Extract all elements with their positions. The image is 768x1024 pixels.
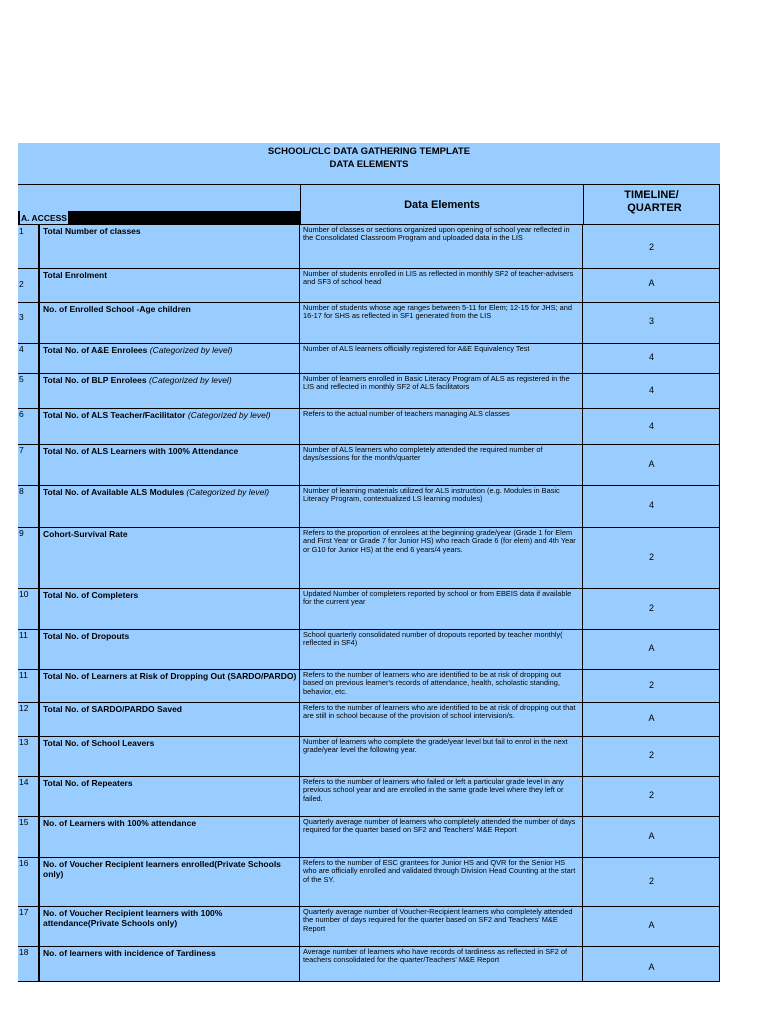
- row-timeline-cell: [584, 858, 720, 906]
- row-number: 4: [18, 344, 40, 373]
- row-timeline-cell: [584, 225, 720, 268]
- row-data-element: [42, 670, 300, 702]
- row-timeline-cell: [584, 344, 720, 373]
- row-number: 8: [18, 486, 40, 527]
- row-timeline: 2: [648, 876, 654, 886]
- row-data-element: [42, 777, 300, 816]
- row-timeline-cell: [584, 817, 720, 857]
- row-data-element: [42, 630, 300, 669]
- data-element-name: Total No. of Completers: [43, 590, 139, 600]
- row-timeline-cell: [584, 907, 720, 946]
- row-description: Number of students enrolled in LIS as reflected in monthly SF2 of teacher-advisers and SF3 of school head: [301, 269, 583, 302]
- row-description: Quarterly average number of learners who completely attended the number of days required for the quarter based on SF2 and Teachers' M&E Report: [301, 817, 583, 857]
- row-data-element: [42, 947, 300, 981]
- row-timeline-cell: [584, 630, 720, 669]
- row-description: Quarterly average number of Voucher-Recipient learners who completely attended the number of days required for the quarter based on SF2 and Teachers' M&E Report: [301, 907, 583, 946]
- row-data-element: [42, 858, 300, 906]
- table-row: [18, 630, 720, 670]
- row-data-element: [42, 269, 300, 302]
- row-timeline: A: [648, 831, 655, 841]
- table-body: [18, 225, 720, 982]
- row-timeline-cell: [584, 947, 720, 981]
- data-element-name: Total No. of ALS Learners with 100% Attendance: [43, 446, 239, 456]
- row-data-element: [42, 817, 300, 857]
- row-timeline-cell: [584, 486, 720, 527]
- row-data-element: [42, 374, 300, 408]
- row-description: School quarterly consolidated number of dropouts reported by teacher monthly( reflected in SF4): [301, 630, 583, 669]
- data-element-name: Total No. of Repeaters: [43, 778, 133, 788]
- row-timeline-cell: [584, 670, 720, 702]
- row-number: 5: [18, 374, 40, 408]
- data-element-name: Total Number of classes: [43, 226, 141, 236]
- row-timeline: 2: [648, 552, 654, 562]
- row-number: 6: [18, 409, 40, 444]
- header-left-cell: [18, 185, 301, 224]
- row-number: 12: [18, 703, 40, 736]
- row-data-element: [42, 486, 300, 527]
- header-row: [18, 184, 720, 225]
- row-timeline-cell: [584, 737, 720, 776]
- row-data-element: [42, 703, 300, 736]
- row-number: 14: [18, 777, 40, 816]
- row-data-element: [42, 589, 300, 629]
- data-element-name: Total No. of ALS Teacher/Facilitator: [43, 410, 186, 420]
- row-timeline: A: [648, 459, 655, 469]
- table-row: [18, 947, 720, 982]
- row-description: Refers to the actual number of teachers managing ALS classes: [301, 409, 583, 444]
- row-number: 15: [18, 817, 40, 857]
- table-row: [18, 817, 720, 858]
- row-number: 13: [18, 737, 40, 776]
- row-data-element: [42, 303, 300, 343]
- header-timeline-line2: QUARTER: [627, 202, 682, 214]
- table-row: [18, 737, 720, 777]
- table-row: [18, 858, 720, 907]
- table-row: [18, 303, 720, 344]
- data-gathering-sheet: [18, 143, 720, 982]
- row-data-element: [42, 528, 300, 588]
- data-element-name: No. of learners with incidence of Tardiness: [43, 948, 216, 958]
- data-element-name: Total No. of BLP Enrolees: [43, 375, 147, 385]
- data-element-name: Total Enrolment: [43, 270, 108, 280]
- table-row: [18, 528, 720, 589]
- row-timeline-cell: [584, 589, 720, 629]
- data-element-qualifier: (Categorized by level): [148, 375, 232, 385]
- row-description: Number of learning materials utilized for ALS instruction (e.g. Modules in Basic Literacy Program, contextualized LS learning modules): [301, 486, 583, 527]
- row-timeline: 2: [648, 242, 654, 252]
- data-element-name: Total No. of A&E Enrolees: [43, 345, 148, 355]
- row-timeline: A: [648, 920, 655, 930]
- table-row: [18, 486, 720, 528]
- row-timeline: 2: [648, 603, 654, 613]
- section-label: A. ACCESS: [21, 213, 67, 223]
- row-description: Number of students whose age ranges between 5-11 for Elem; 12-15 for JHS; and 16-17 for SHS as reflected in SF1 generated from the LIS: [301, 303, 583, 343]
- row-number: 18: [18, 947, 40, 981]
- header-timeline: [584, 185, 720, 224]
- row-timeline: 2: [648, 790, 654, 800]
- row-data-element: [42, 225, 300, 268]
- row-number: 10: [18, 589, 40, 629]
- row-data-element: [42, 409, 300, 444]
- row-timeline: A: [648, 643, 655, 653]
- data-element-name: Total No. of Dropouts: [43, 631, 130, 641]
- row-number: 7: [18, 445, 40, 485]
- row-timeline-cell: [584, 409, 720, 444]
- row-data-element: [42, 907, 300, 946]
- row-data-element: [42, 737, 300, 776]
- row-timeline-cell: [584, 269, 720, 302]
- data-element-name: Total No. of Learners at Risk of Dropping Out (SARDO/PARDO): [43, 671, 297, 681]
- row-timeline: 4: [648, 500, 654, 510]
- row-data-element: [42, 445, 300, 485]
- data-element-name: Cohort-Survival Rate: [43, 529, 128, 539]
- row-timeline: 2: [648, 750, 654, 760]
- table-row: [18, 670, 720, 703]
- row-timeline-cell: [584, 445, 720, 485]
- table-row: [18, 445, 720, 486]
- table-row: [18, 269, 720, 303]
- row-timeline-cell: [584, 528, 720, 588]
- row-timeline-cell: [584, 374, 720, 408]
- row-data-element: [42, 344, 300, 373]
- data-element-name: Total No. of Available ALS Modules: [43, 487, 185, 497]
- data-element-name: Total No. of SARDO/PARDO Saved: [43, 704, 183, 714]
- row-timeline: 2: [648, 680, 654, 690]
- data-element-qualifier: (Categorized by level): [187, 410, 271, 420]
- row-number: 1: [18, 225, 40, 268]
- row-description: Number of learners enrolled in Basic Literacy Program of ALS as registered in the LIS and reflected in monthly SF2 of ALS facilitators: [301, 374, 583, 408]
- row-timeline: 4: [648, 421, 654, 431]
- row-timeline: A: [648, 278, 655, 288]
- row-description: Number of classes or sections organized upon opening of school year reflected in the Consolidated Classroom Program and uploaded data in the LIS: [301, 225, 583, 268]
- row-description: Refers to the number of ESC grantees for Junior HS and QVR for the Senior HS who are officially enrolled and validated through Division Head Counting at the start of the SY.: [301, 858, 583, 906]
- row-timeline-cell: [584, 703, 720, 736]
- table-row: [18, 344, 720, 374]
- row-number: 9: [18, 528, 40, 588]
- row-timeline-cell: [584, 777, 720, 816]
- row-description: Number of learners who complete the grade/year level but fail to enrol in the next grade/year level the following year.: [301, 737, 583, 776]
- data-element-name: No. of Learners with 100% attendance: [43, 818, 197, 828]
- data-element-name: No. of Enrolled School -Age children: [43, 304, 191, 314]
- table-row: [18, 703, 720, 737]
- row-timeline: 3: [648, 316, 654, 326]
- table-row: [18, 409, 720, 445]
- row-description: Refers to the number of learners who are identified to be at risk of dropping out that are still in school because of the provision of school intervision/s.: [301, 703, 583, 736]
- row-number: 17: [18, 907, 40, 946]
- title-block: [18, 143, 720, 184]
- row-description: Updated Number of completers reported by school or from EBEIS data if available for the current year: [301, 589, 583, 629]
- data-element-name: No. of Voucher Recipient learners with 100% attendance(Private Schools only): [43, 908, 223, 928]
- row-number: 16: [18, 858, 40, 906]
- table-row: [18, 777, 720, 817]
- data-element-name: No. of Voucher Recipient learners enrolled(Private Schools only): [43, 859, 281, 879]
- row-timeline: 4: [648, 352, 654, 362]
- row-description: Average number of learners who have records of tardiness as reflected in SF2 of teachers consolidated for the quarter/Teachers' M&E Report: [301, 947, 583, 981]
- header-data-elements: Data Elements: [301, 185, 584, 224]
- row-number: 11: [18, 670, 40, 702]
- data-element-qualifier: (Categorized by level): [186, 487, 270, 497]
- table-row: [18, 225, 720, 269]
- data-element-qualifier: (Categorized by level): [149, 345, 233, 355]
- row-description: Number of ALS learners who completely attended the required number of days/sessions for the month/quarter: [301, 445, 583, 485]
- table-row: [18, 907, 720, 947]
- row-number: 2: [18, 269, 40, 302]
- table-row: [18, 589, 720, 630]
- row-number: 11: [18, 630, 40, 669]
- row-timeline: 4: [648, 385, 654, 395]
- table-row: [18, 374, 720, 409]
- sheet-title: SCHOOL/CLC DATA GATHERING TEMPLATE: [267, 146, 471, 157]
- row-description: Refers to the number of learners who failed or left a particular grade level in any previous school year and are enrolled in the same grade level where they left or failed.: [301, 777, 583, 816]
- row-timeline: A: [648, 713, 655, 723]
- row-timeline: A: [648, 962, 655, 972]
- row-description: Refers to the number of learners who are identified to be at risk of dropping out based on previous learner's records of attendance, health, scholastic standing, behavior, etc.: [301, 670, 583, 702]
- row-description: Number of ALS learners officially registered for A&E Equivalency Test: [301, 344, 583, 373]
- row-description: Refers to the proportion of enrolees at the beginning grade/year (Grade 1 for Elem and First Year or Grade 7 for Junior HS) who reach Grade 6 (for elem) and 4th Year or G10 for Junior HS) at the end 6 years/4 years.: [301, 528, 583, 588]
- sheet-subtitle: DATA ELEMENTS: [329, 159, 409, 170]
- data-element-name: Total No. of School Leavers: [43, 738, 155, 748]
- header-timeline-line1: TIMELINE/: [624, 189, 679, 201]
- row-timeline-cell: [584, 303, 720, 343]
- row-number: 3: [18, 303, 40, 343]
